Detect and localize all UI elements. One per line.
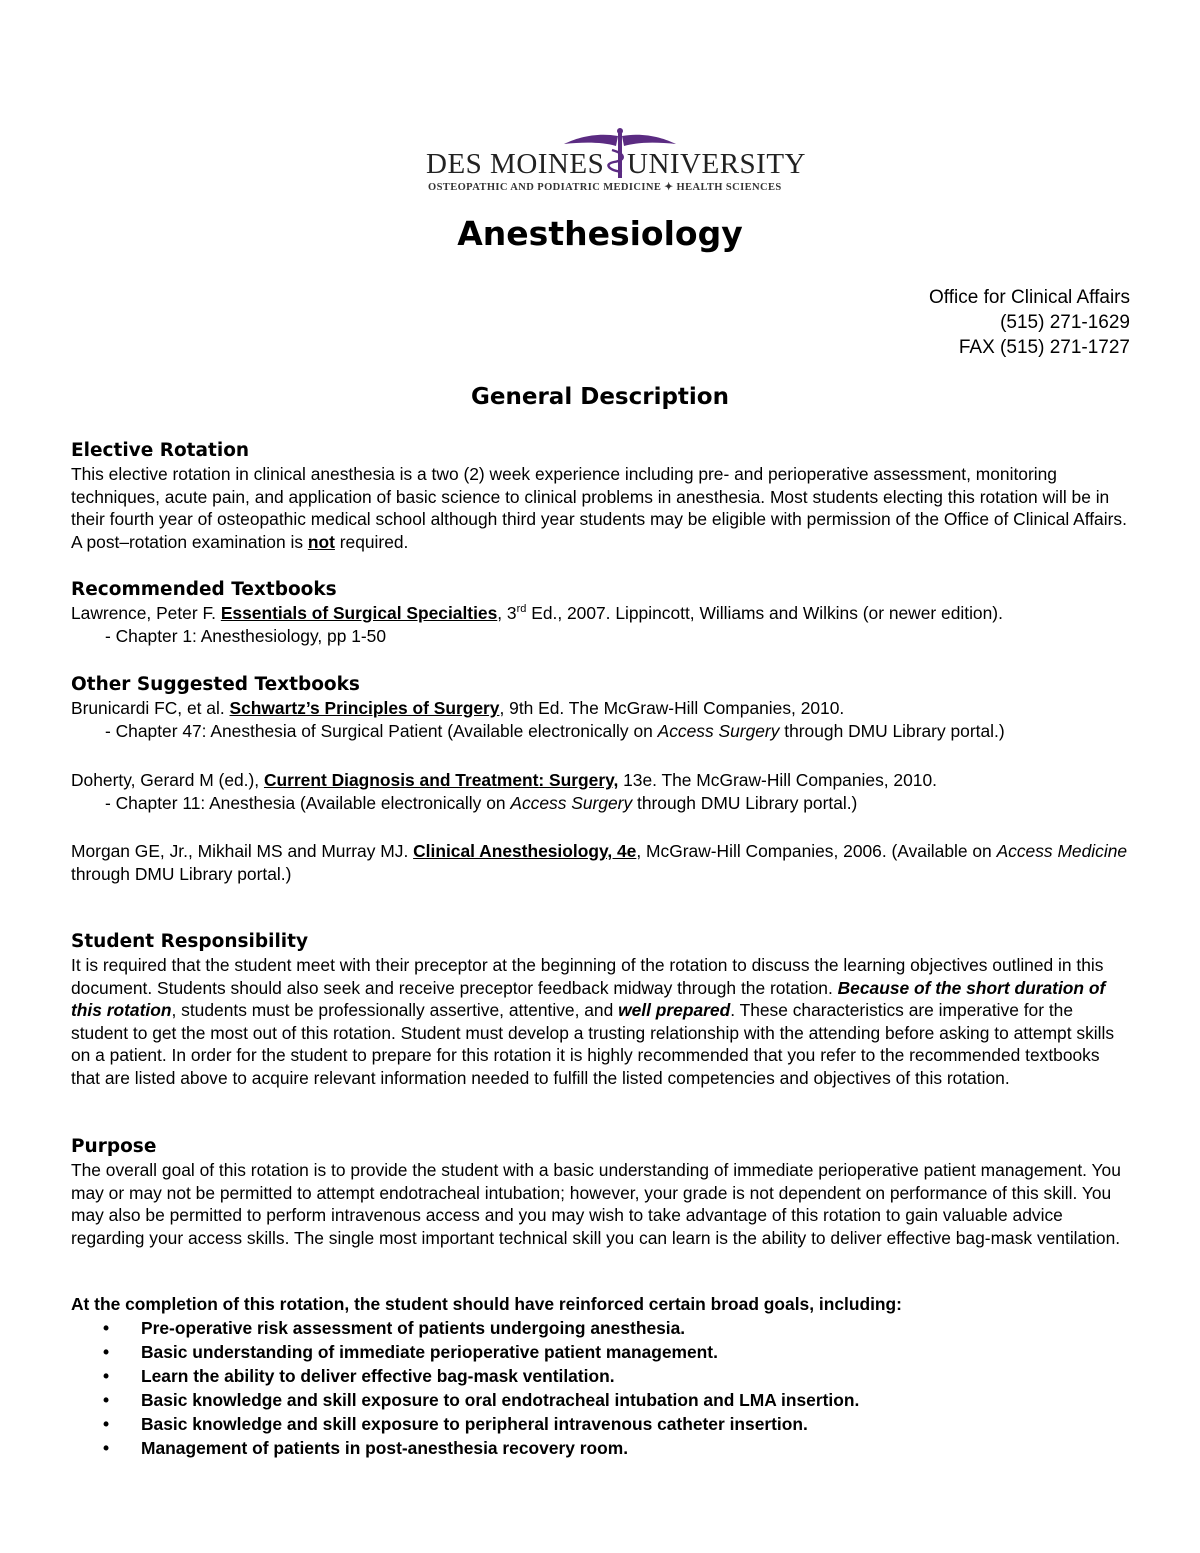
goal-text: Basic understanding of immediate perioperative patient management.: [141, 1341, 718, 1362]
recommended-reference: [71, 602, 1131, 625]
purpose-text: The overall goal of this rotation is to provide the student with a basic understanding of immediate perioperative patient management. You may or may not be permitted to attempt endotracheal intubation; however, your grade is not dependent on performance of this skill. You may also be permitted to perform intravenous access and you may wish to take advantage of this rotation to gain valuable advice regarding your access skills. The single most important technical skill you can learn is the ability to deliver effective bag-mask ventilation.: [71, 1160, 1121, 1248]
bullet-icon: •: [103, 1437, 110, 1458]
reference-publisher: 13e. The McGraw-Hill Companies, 2010.: [618, 770, 937, 790]
chapter-text-end: through DMU Library portal.): [779, 720, 1005, 741]
other-reference-2: [71, 769, 1131, 792]
section-title: General Description: [471, 384, 729, 410]
other-reference-3: [71, 840, 1131, 885]
page-title: Anesthesiology: [457, 214, 743, 253]
elective-section: [71, 439, 1131, 553]
logo-word-left: DES MOINES: [426, 148, 605, 180]
reference-end: through DMU Library portal.): [71, 863, 292, 884]
responsibility-emphasis-1: Because of the short duration of this rotation: [71, 977, 1106, 1020]
logo-tagline: OSTEOPATHIC AND PODIATRIC MEDICINE ✦ HEALTH SCIENCES: [428, 182, 782, 193]
other-heading: Other Suggested Textbooks: [71, 674, 360, 695]
elective-heading: Elective Rotation: [71, 440, 250, 461]
list-item: [71, 1412, 1131, 1436]
office-fax: FAX (515) 271-1727: [958, 337, 1130, 358]
goals-heading: At the completion of this rotation, the student should have reinforced certain broad goals, including:: [71, 1294, 902, 1314]
purpose-heading: Purpose: [71, 1136, 157, 1157]
bullet-icon: •: [103, 1341, 110, 1362]
goal-text: Basic knowledge and skill exposure to peripheral intravenous catheter insertion.: [141, 1413, 808, 1434]
other-reference-2-block: [71, 769, 1131, 814]
emphasis-not: not: [307, 531, 335, 552]
elective-text-body: This elective rotation in clinical anesthesia is a two (2) week experience including pre- and perioperative assessment, monitoring techniques, acute pain, and application of basic science to clinical problems in anesthesia. Most students electing this rotation will be in their fourth year of osteopathic medical school although third year students may be eligible with permission of the Office of Clinical Affairs. A post–rotation examination is: [71, 464, 1127, 552]
list-item: [71, 1316, 1131, 1340]
office-name: Office for Clinical Affairs: [929, 287, 1130, 308]
logo-word-right: UNIVERSITY: [627, 148, 806, 180]
reference-publisher: , McGraw-Hill Companies, 2006. (Available on: [636, 841, 997, 861]
other-reference-3-block: [71, 840, 1131, 885]
bullet-icon: •: [103, 1317, 110, 1338]
goals-section: [71, 1293, 1131, 1460]
university-logo: [426, 128, 806, 198]
responsibility-emphasis-2: well prepared: [618, 1000, 731, 1020]
reference-author: Doherty, Gerard M (ed.),: [71, 770, 264, 790]
reference-source: Access Medicine: [996, 841, 1128, 861]
chapter-text: - Chapter 11: Anesthesia (Available electronically on: [105, 792, 511, 813]
goal-text: Management of patients in post-anesthesia recovery room.: [141, 1437, 629, 1458]
reference-book-title: Essentials of Surgical Specialties: [220, 603, 498, 623]
reference-publisher: Ed., 2007. Lippincott, Williams and Wilkins (or newer edition).: [526, 603, 1003, 623]
list-item: [71, 1340, 1131, 1364]
recommended-section: [71, 578, 1131, 647]
other-reference-1: [71, 697, 1131, 720]
goals-list: [71, 1316, 1131, 1460]
office-phone: (515) 271-1629: [1000, 312, 1130, 333]
list-item: [71, 1436, 1131, 1460]
contact-block: [929, 285, 1130, 360]
responsibility-section: [71, 930, 1131, 1089]
reference-book-title: Current Diagnosis and Treatment: Surgery,: [263, 770, 619, 790]
chapter-text-end: through DMU Library portal.): [632, 792, 858, 813]
reference-book-title: Clinical Anesthesiology, 4e: [413, 841, 637, 861]
responsibility-text-2: , students must be professionally assertive, attentive, and: [171, 1000, 619, 1020]
goal-text: Basic knowledge and skill exposure to oral endotracheal intubation and LMA insertion.: [141, 1389, 860, 1410]
list-item: [71, 1388, 1131, 1412]
recommended-chapter: - Chapter 1: Anesthesiology, pp 1-50: [105, 625, 387, 646]
reference-edition: , 3: [497, 603, 517, 623]
elective-text: [71, 463, 1131, 553]
chapter-text: - Chapter 47: Anesthesia of Surgical Patient (Available electronically on: [105, 720, 658, 741]
goal-text: Learn the ability to deliver effective bag-mask ventilation.: [141, 1365, 615, 1386]
chapter-source: Access Surgery: [657, 720, 780, 741]
edition-superscript: rd: [516, 603, 527, 616]
reference-publisher: , 9th Ed. The McGraw-Hill Companies, 2010.: [499, 698, 845, 718]
chapter-source: Access Surgery: [510, 792, 633, 813]
responsibility-text: [71, 954, 1131, 1089]
other-reference-2-chapter: [71, 792, 1131, 815]
reference-author: Morgan GE, Jr., Mikhail MS and Murray MJ.: [71, 841, 414, 861]
other-section: [71, 673, 1131, 742]
purpose-section: [71, 1135, 1131, 1249]
bullet-icon: •: [103, 1389, 110, 1410]
reference-author: Lawrence, Peter F.: [71, 603, 221, 623]
elective-text-end: required.: [334, 531, 409, 552]
responsibility-text-1: It is required that the student meet with their preceptor at the beginning of the rotation to discuss the learning objectives outlined in this document. Students should also seek and receive preceptor feedback midway through the rotation.: [71, 955, 1104, 998]
other-reference-1-chapter: [71, 720, 1131, 743]
reference-book-title: Schwartz’s Principles of Surgery: [229, 698, 500, 718]
reference-author: Brunicardi FC, et al.: [71, 698, 230, 718]
responsibility-text-3: . These characteristics are imperative for the student to get the most out of this rotation. Student must develop a trusting relationship with the attending before asking to attempt skills on a patient. In order for the student to prepare for this rotation it is highly recommended that you refer to the recommended textbooks that are listed above to acquire relevant information needed to fulfill the listed competencies and objectives of this rotation.: [71, 1000, 1115, 1088]
bullet-icon: •: [103, 1413, 110, 1434]
list-item: [71, 1364, 1131, 1388]
goal-text: Pre-operative risk assessment of patients undergoing anesthesia.: [141, 1317, 686, 1338]
bullet-icon: •: [103, 1365, 110, 1386]
recommended-heading: Recommended Textbooks: [71, 579, 337, 600]
responsibility-heading: Student Responsibility: [71, 931, 309, 952]
